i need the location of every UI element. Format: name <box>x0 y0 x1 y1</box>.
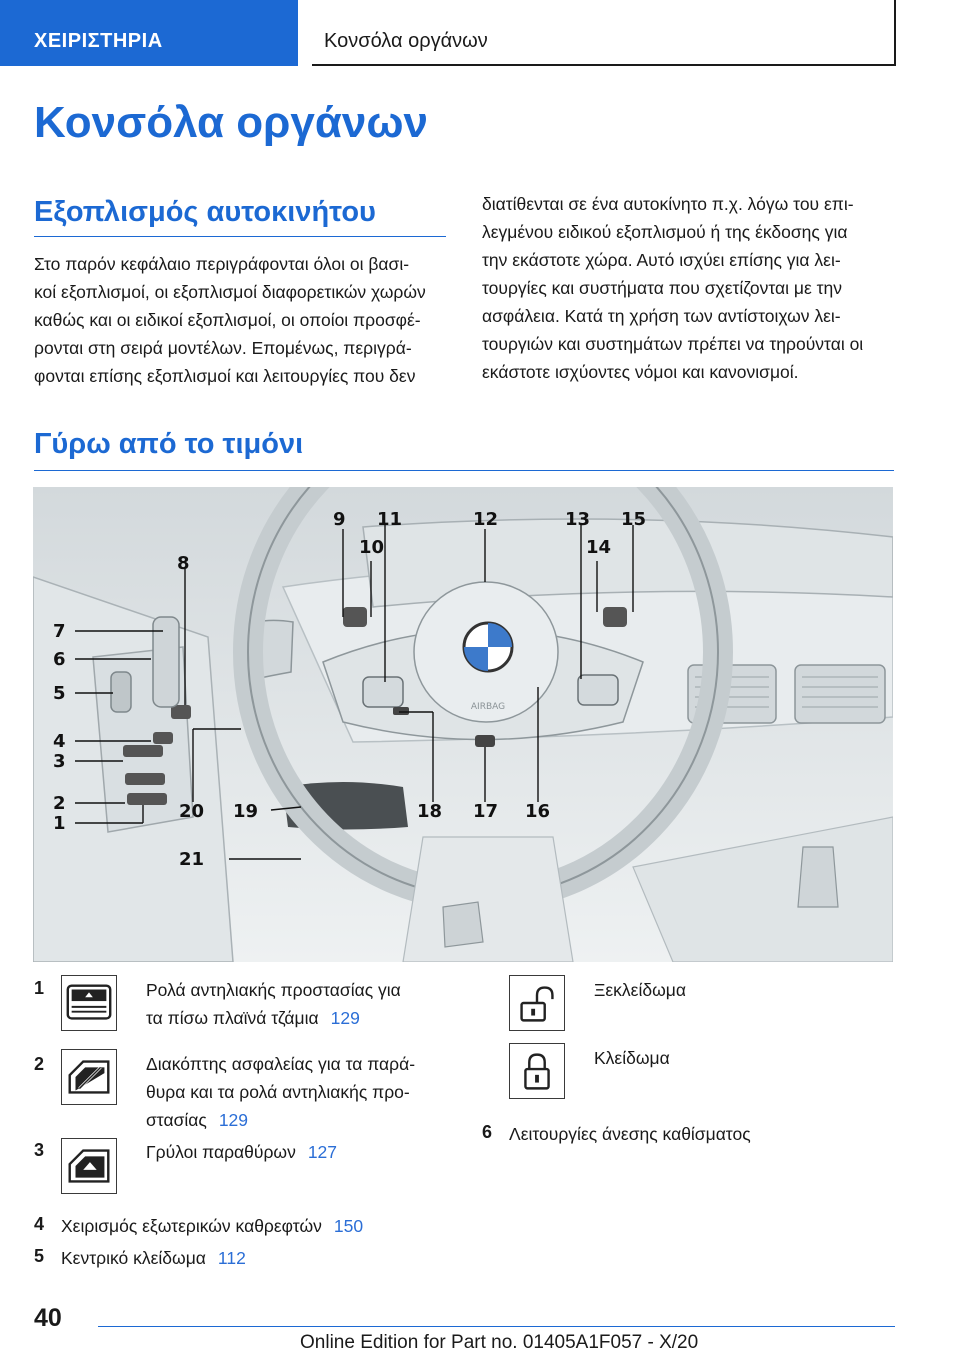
page-reference-link[interactable]: 127 <box>307 1142 338 1162</box>
cockpit-illustration <box>33 487 893 962</box>
text-line: εκάστοτε ισχύοντες νόμοι και κανονισμοί. <box>482 362 799 382</box>
equipment-rule <box>34 236 446 237</box>
text-line: ασφάλεια. Κατά τη χρήση των αντίστοιχων λει- <box>482 306 841 326</box>
page-reference-link[interactable]: 150 <box>333 1216 364 1236</box>
text-line: Στο παρόν κεφάλαιο περιγράφονται όλοι οι βασι- <box>34 254 410 274</box>
rear-sunblind-icon <box>61 975 117 1031</box>
legend-text: θυρα και τα ρολά αντηλιακής προ- <box>146 1082 410 1102</box>
legend-item-4 <box>61 1212 461 1240</box>
callout-3: 3 <box>53 751 66 772</box>
callout-21: 21 <box>179 849 205 870</box>
legend-lock <box>594 1044 854 1072</box>
legend-text: Κεντρικό κλείδωμα <box>61 1248 206 1268</box>
legend-number: 6 <box>482 1122 493 1142</box>
page-reference-link[interactable]: 129 <box>218 1110 249 1130</box>
callout-5: 5 <box>53 683 66 704</box>
text-line: ρονται στη σειρά μοντέλων. Επομένως, περιγρά- <box>34 338 412 358</box>
callout-6: 6 <box>53 649 66 670</box>
section-tab[interactable]: ΧΕΙΡΙΣΤΗΡΙΑ <box>0 0 298 66</box>
page-title: Κονσόλα οργάνων <box>34 98 429 147</box>
legend-unlock <box>594 976 854 1004</box>
text-line: τουργιών και συστημάτων πρέπει να τηρούνται οι <box>482 334 864 354</box>
legend-number: 1 <box>34 978 45 998</box>
text-line: την εκάστοτε χώρα. Αυτό ισχύει επίσης για λει- <box>482 250 841 270</box>
text-line: τουργίες και συστήματα που σχετίζονται με την <box>482 278 843 298</box>
page-reference-link[interactable]: 129 <box>330 1008 360 1028</box>
callout-13: 13 <box>565 509 591 530</box>
callout-17: 17 <box>473 801 499 822</box>
callout-11: 11 <box>377 509 403 530</box>
steering-rule <box>34 470 894 471</box>
callout-10: 10 <box>359 537 385 558</box>
chapter-title: Κονσόλα οργάνων <box>312 0 896 66</box>
legend-text: Γρύλοι παραθύρων <box>146 1142 296 1162</box>
window-lifter-icon <box>61 1138 117 1194</box>
legend-item-3 <box>146 1138 466 1166</box>
callout-12: 12 <box>473 509 499 530</box>
callout-19: 19 <box>233 801 259 822</box>
text-line: καθώς και οι ειδικοί εξοπλισμοί, οι οποίοι προσφέ- <box>34 310 421 330</box>
legend-text: στασίας <box>146 1110 207 1130</box>
text-line: κοί εξοπλισμοί, οι εξοπλισμοί διαφορετικών χωρών <box>34 282 426 302</box>
lock-icon <box>509 1043 565 1099</box>
equipment-text-left <box>34 250 454 390</box>
equipment-heading: Εξοπλισμός αυτοκινήτου <box>34 196 376 228</box>
cockpit-drawing <box>33 487 893 962</box>
legend-text: Λειτουργίες άνεσης καθίσματος <box>509 1124 751 1144</box>
unlock-icon <box>509 975 565 1031</box>
airbag-label: AIRBAG <box>470 702 506 712</box>
edition-text: Online Edition for Part no. 01405A1F057 - X/20 <box>300 1332 699 1353</box>
legend-number: 3 <box>34 1140 45 1160</box>
legend-item-2 <box>146 1050 466 1134</box>
page-header <box>0 0 960 66</box>
callout-4: 4 <box>53 731 66 752</box>
callout-9: 9 <box>333 509 346 530</box>
legend-item-1 <box>146 976 466 1032</box>
callout-16: 16 <box>525 801 551 822</box>
callout-1: 1 <box>53 813 66 834</box>
legend-text: Διακόπτης ασφαλείας για τα παρά- <box>146 1054 416 1074</box>
text-line: φονται επίσης εξοπλισμοί και λειτουργίες που δεν <box>34 366 416 386</box>
legend-item-5 <box>61 1244 461 1272</box>
callout-15: 15 <box>621 509 647 530</box>
text-line: λεγμένου ειδικού εξοπλισμού ή της έκδοσης για <box>482 222 848 242</box>
steering-heading: Γύρω από το τιμόνι <box>34 428 304 460</box>
footer-rule <box>98 1326 895 1327</box>
page-number: 40 <box>34 1304 62 1332</box>
callout-7: 7 <box>53 621 66 642</box>
legend-text: τα πίσω πλαϊνά τζάμια <box>146 1008 319 1028</box>
legend-number: 5 <box>34 1246 45 1266</box>
callout-18: 18 <box>417 801 443 822</box>
callout-20: 20 <box>179 801 205 822</box>
legend-item-6 <box>509 1120 889 1148</box>
legend-text: Ρολά αντηλιακής προστασίας για <box>146 980 401 1000</box>
legend-number: 2 <box>34 1054 45 1074</box>
safety-switch-icon <box>61 1049 117 1105</box>
equipment-text-right <box>482 190 902 386</box>
legend-text: Κλείδωμα <box>594 1048 670 1068</box>
callout-2: 2 <box>53 793 66 814</box>
legend-text: Ξεκλείδωμα <box>594 980 686 1000</box>
text-line: διατίθενται σε ένα αυτοκίνητο π.χ. λόγω του επι- <box>482 194 854 214</box>
callout-8: 8 <box>177 553 190 574</box>
legend-text: Χειρισμός εξωτερικών καθρεφτών <box>61 1216 322 1236</box>
page-reference-link[interactable]: 112 <box>217 1248 246 1268</box>
callout-14: 14 <box>586 537 612 558</box>
legend-number: 4 <box>34 1214 45 1234</box>
